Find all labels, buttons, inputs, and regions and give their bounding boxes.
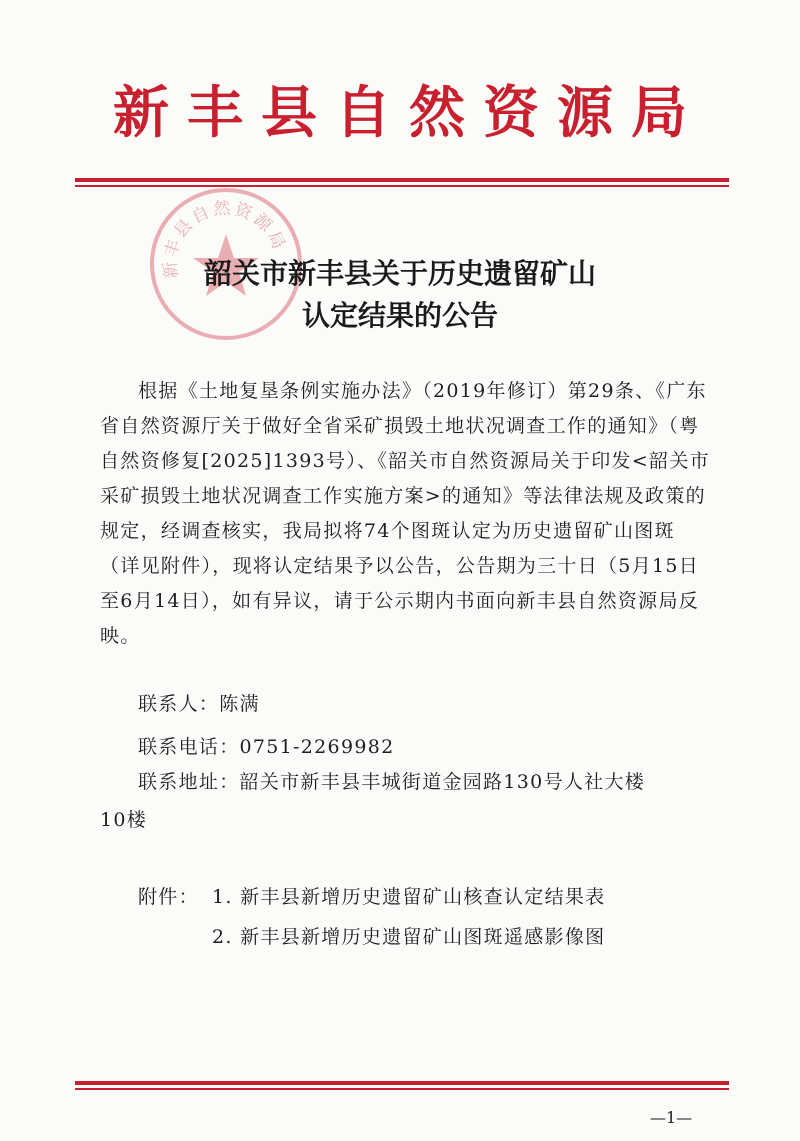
- page-number: —1—: [650, 1108, 693, 1127]
- header-rule-thick: [75, 178, 729, 182]
- footer-rule-thick: [75, 1081, 729, 1085]
- org-name-header: 新丰县自然资源局: [113, 80, 705, 146]
- contact-address-line1: 联系地址：韶关市新丰县丰城街道金园路130号人社大楼: [138, 771, 646, 793]
- contact-address-line2: 10楼: [100, 809, 148, 831]
- seal-text: 新丰县自然资源局: [160, 198, 290, 280]
- attachment-item-1: 1. 新丰县新增历史遗留矿山核查认定结果表: [212, 886, 606, 908]
- footer-rule-thin: [75, 1088, 729, 1090]
- attachments-label: 附件：: [138, 886, 199, 908]
- attachment-item-2: 2. 新丰县新增历史遗留矿山图斑遥感影像图: [212, 926, 606, 948]
- contact-person: 联系人：陈满: [138, 693, 260, 715]
- contact-phone: 联系电话：0751-2269982: [138, 736, 395, 758]
- notice-body: 根据《土地复垦条例实施办法》（2019年修订）第29条、《广东省自然资源厅关于做好全省采矿损毁土地状况调查工作的通知》（粤自然资修复[2025]1393号）、《韶关市自然资源局关于印发<韶关市采矿损毁土地状况调查工作实施方案>的通知》等法律法规及政策的规定，经调查核实，我局拟将74个图斑认定为历史遗留矿山图斑（详见附件），现将认定结果予以公告，公告期为三十日（5月15日至6月14日），如有异议，请于公示期内书面向新丰县自然资源局反映。: [100, 380, 710, 647]
- notice-title-line1: 韶关市新丰县关于历史遗留矿山: [203, 257, 596, 290]
- notice-title-line2: 认定结果的公告: [301, 299, 498, 332]
